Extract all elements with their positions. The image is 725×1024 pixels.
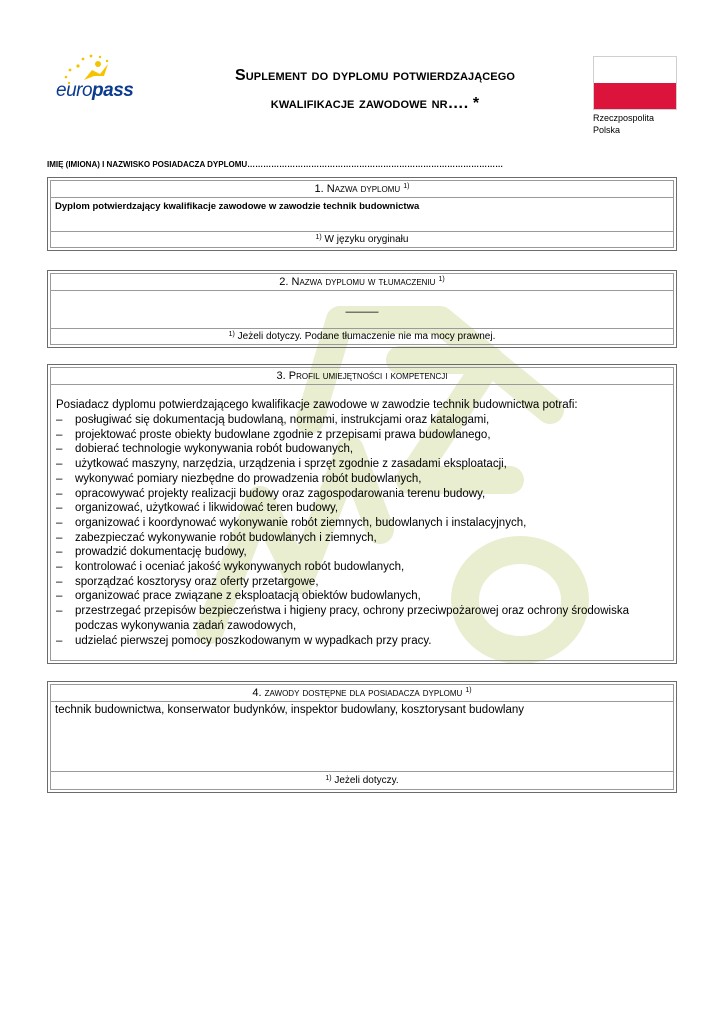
section-skills-profile xyxy=(47,364,677,664)
section-2-footnote: $^{1)}$ Jeżeli dotyczy. Podane tłumaczenie nie ma mocy prawnej. xyxy=(51,328,673,344)
list-item: – użytkować maszyny, narzędzia, urządzenia i sprzęt zgodnie z zasadami eksploatacji, xyxy=(56,458,507,471)
title-line-1: Suplement do dyplomu potwierdzającego xyxy=(234,67,516,84)
europass-logo xyxy=(48,52,148,110)
skills-list xyxy=(56,413,667,648)
list-item: – organizować, użytkować i likwidować teren budowy, xyxy=(56,502,339,515)
poland-flag-icon xyxy=(593,56,677,110)
skills-intro: Posiadacz dyplomu potwierdzającego kwalifikacje zawodowe w zawodzie technik budownictwa potrafi: xyxy=(56,399,578,411)
list-item: – sporządzać kosztorysy oraz oferty przetargowe, xyxy=(56,575,319,588)
title-line-2: kwalifikacje zawodowe nr…. * xyxy=(270,95,480,112)
section-2-header: 2. Nazwa dyplomu w tłumaczeniu $^{1)}$ xyxy=(51,274,673,291)
list-item: – wykonywać pomiary niezbędne do prowadzenia robót budowlanych, xyxy=(56,472,422,485)
section-3-header: 3. Profil umiejętności i kompetencji xyxy=(51,368,673,385)
list-item: – kontrolować i oceniać jakość wykonywanych robót budowlanych, xyxy=(56,561,405,574)
diploma-name-value: Dyplom potwierdzający kwalifikacje zawodowe w zawodzie technik budownictwa xyxy=(55,201,420,212)
section-4-footnote: $^{1)}$ Jeżeli dotyczy. xyxy=(51,771,673,789)
list-item: – zabezpieczać wykonywanie robót budowlanych i ziemnych, xyxy=(56,531,377,544)
section-available-occupations xyxy=(47,681,677,793)
list-item: – dobierać technologie wykonywania robót budowanych, xyxy=(56,443,354,456)
list-item: – prowadzić dokumentację budowy, xyxy=(56,546,247,559)
section-1-footnote: $^{1)}$ W języku oryginału xyxy=(51,231,673,247)
europass-wordmark: europass xyxy=(56,80,134,101)
section-diploma-name xyxy=(47,177,677,251)
list-item: – opracowywać projekty realizacji budowy oraz zagospodarowania terenu budowy, xyxy=(56,487,486,500)
list-item: – przestrzegać przepisów bezpieczeństwa i higieny pracy, ochrony przeciwpożarowej oraz ochrony środowiska podczas wykonywania zadań zawodowych, xyxy=(56,605,629,632)
document-title xyxy=(165,62,585,118)
section-4-header: 4. zawody dostępne dla posiadacza dyplomu $^{1)}$ xyxy=(51,685,673,702)
occupations-value: technik budownictwa, konserwator budynków, inspektor budowlany, kosztorysant budowlany xyxy=(55,704,524,716)
country-line-2: Polska xyxy=(593,125,621,135)
country-name xyxy=(593,112,683,136)
list-item: – organizować i koordynować wykonywanie robót ziemnych, budowlanych i instalacyjnych, xyxy=(56,516,527,529)
country-line-1: Rzeczpospolita xyxy=(593,113,655,123)
list-item: – projektować proste obiekty budowlane zgodnie z przepisami prawa budowlanego, xyxy=(56,428,491,441)
list-item: – posługiwać się dokumentacją budowlaną, normami, instrukcjami oraz katalogami, xyxy=(56,414,490,426)
section-1-header: 1. Nazwa dyplomu $^{1)}$ xyxy=(51,181,673,198)
holder-name-line: IMIĘ (IMIONA) I NAZWISKO POSIADACZA DYPLOMU…………………………………………………………………………………… xyxy=(47,160,504,169)
list-item: – organizować prace związane z eksploatacją obiektów budowlanych, xyxy=(56,590,421,603)
section-diploma-translation xyxy=(47,270,677,348)
translation-value: ——— xyxy=(345,306,379,318)
list-item: – udzielać pierwszej pomocy poszkodowanym w wypadkach przy pracy. xyxy=(56,634,432,647)
